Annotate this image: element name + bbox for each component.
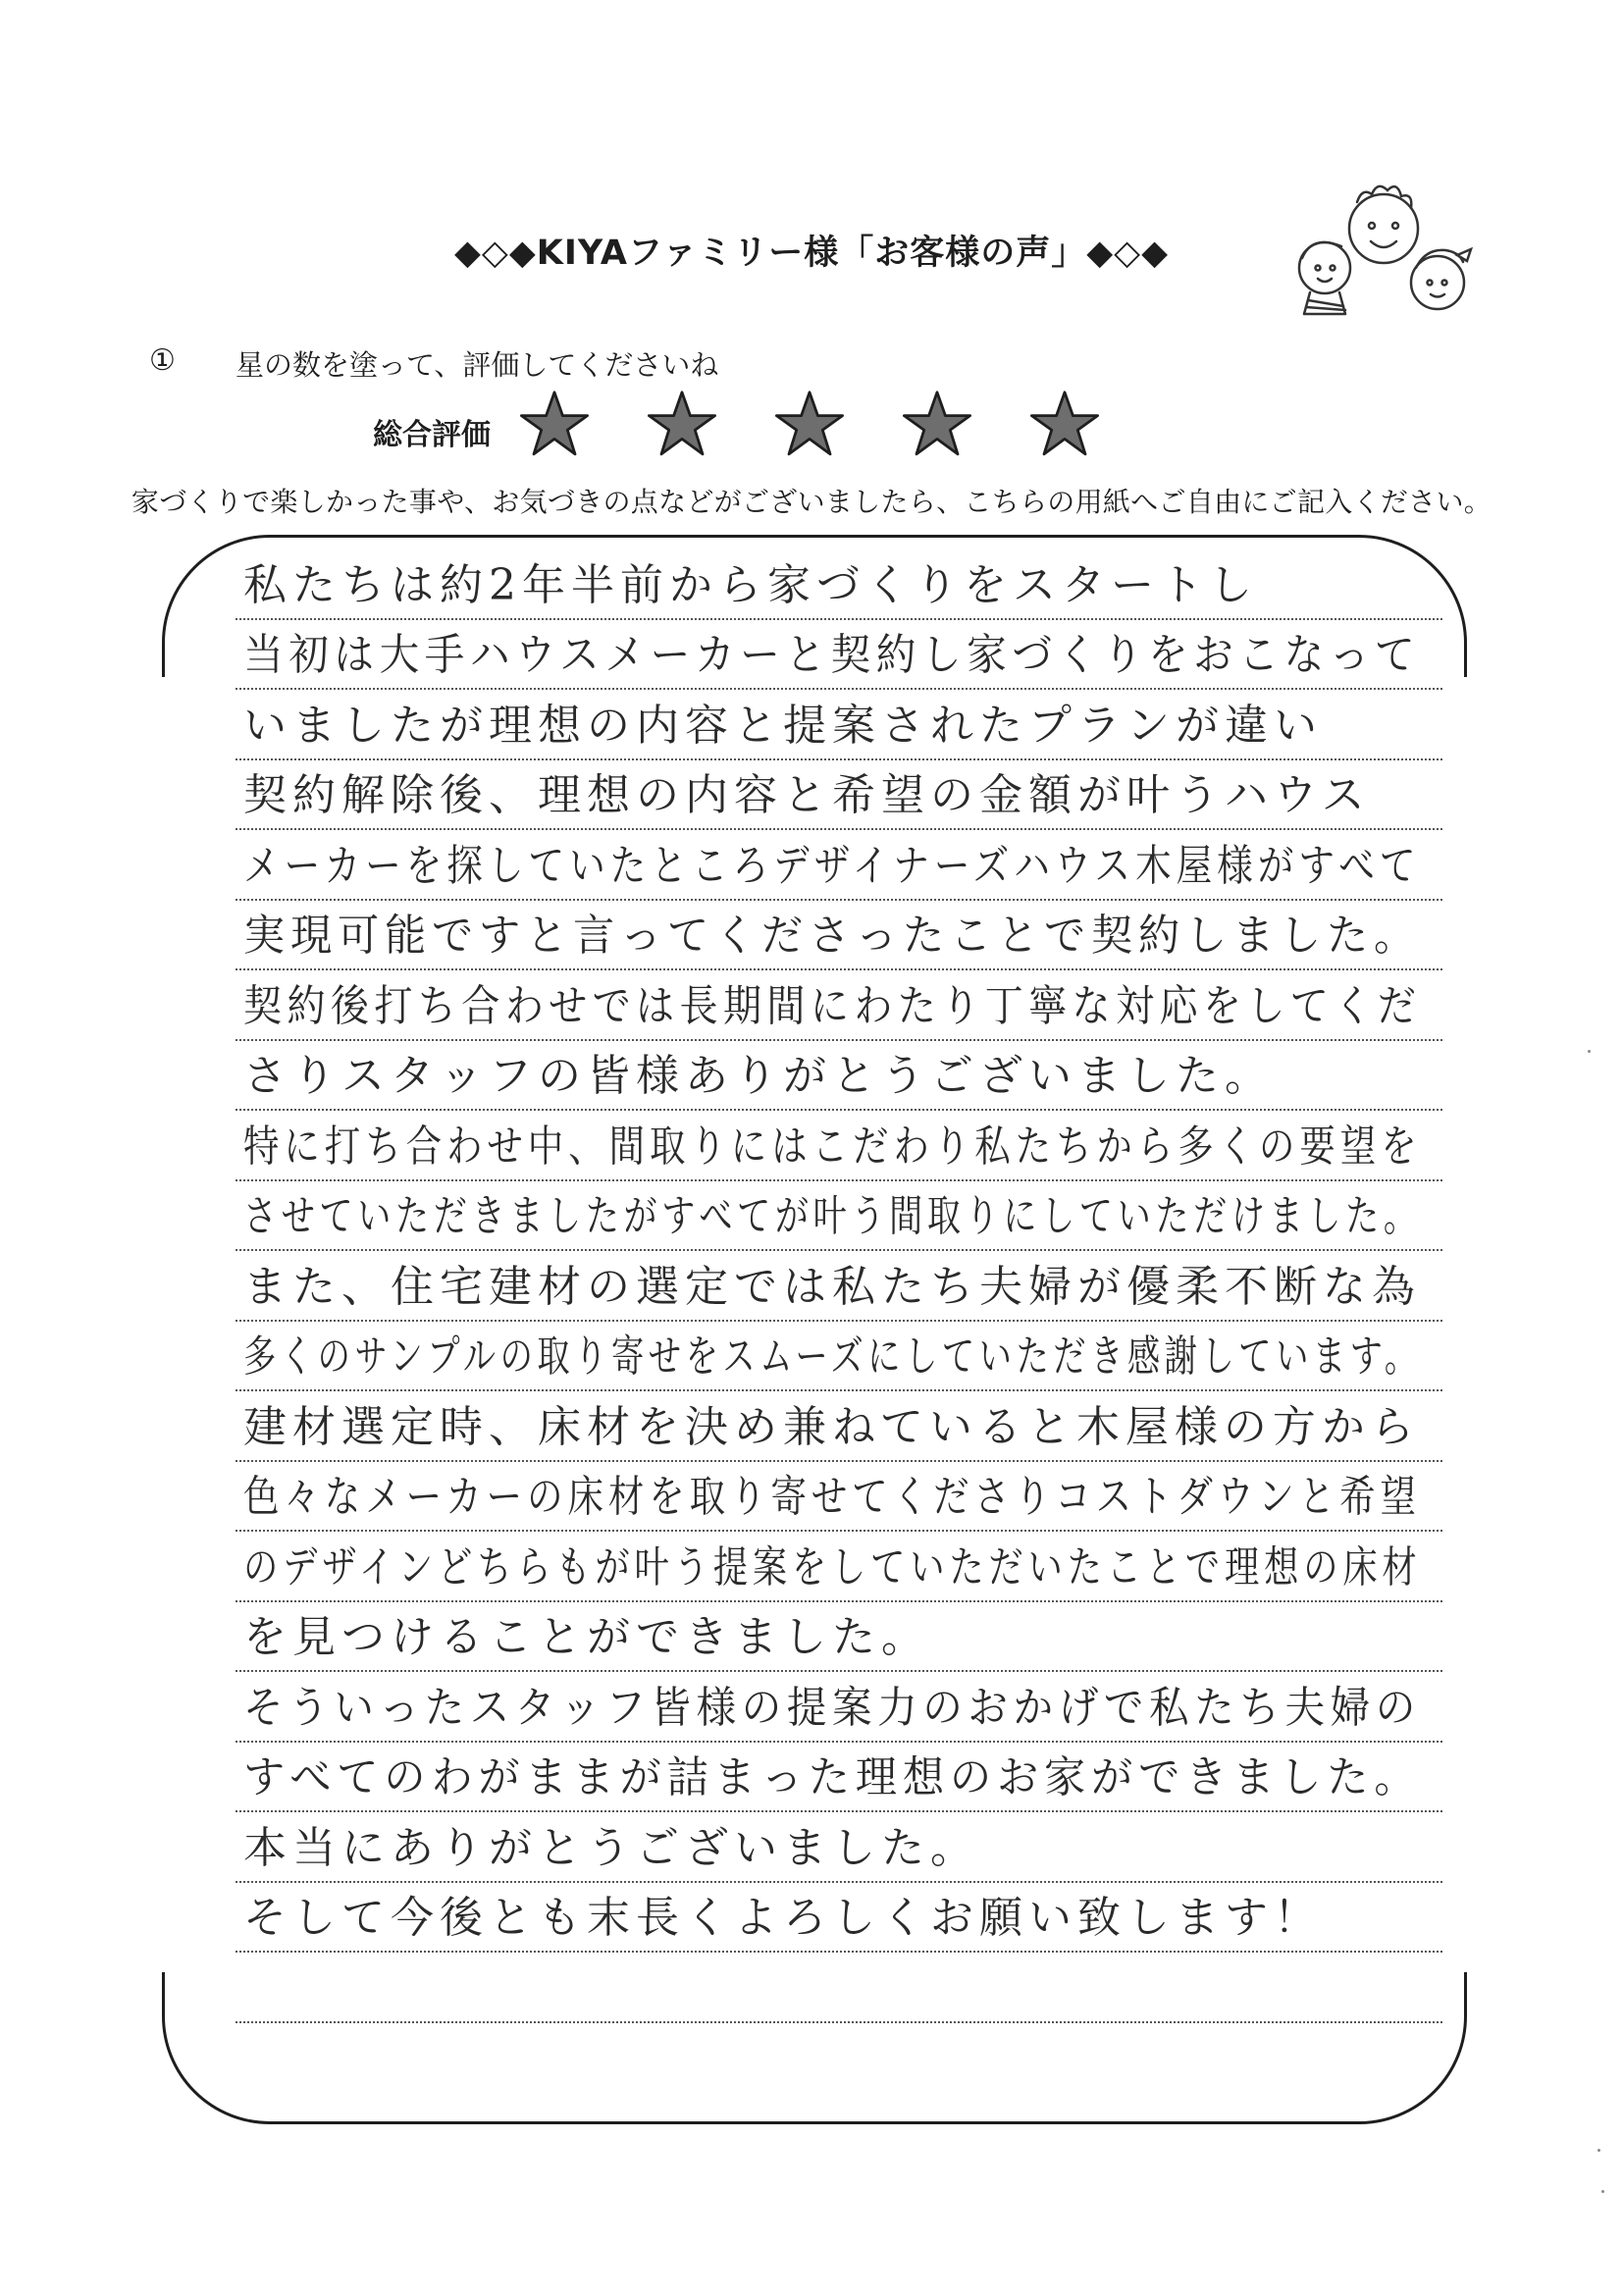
handwritten-line: すべてのわがままが詰まった理想のお家ができました。 bbox=[243, 1752, 1422, 1802]
handwritten-line: さりスタッフの皆様ありがとうございました。 bbox=[243, 1051, 1274, 1101]
instructions-text: 家づくりで楽しかった事や、お気づきの点などがございましたら、こちらの用紙へご自由にご記入ください。 bbox=[131, 486, 1492, 518]
handwritten-line: 特に打ち合わせ中、間取りにはこだわり私たちから多くの要望を bbox=[243, 1121, 1422, 1172]
scan-speck bbox=[1601, 2190, 1604, 2193]
ruled-line bbox=[236, 1181, 1442, 1252]
handwritten-line: そういったスタッフ皆様の提案力のおかげで私たち夫婦の bbox=[243, 1682, 1421, 1733]
scan-speck bbox=[1588, 1050, 1591, 1053]
handwritten-line: メーカーを探していたところデザイナーズハウス木屋様がすべて bbox=[243, 840, 1421, 891]
handwritten-line: いましたが理想の内容と提案されたプランが違い bbox=[243, 700, 1323, 751]
handwritten-line: 本当にありがとうございました。 bbox=[243, 1822, 979, 1873]
ruled-line bbox=[236, 1251, 1442, 1322]
ruled-line bbox=[236, 1041, 1442, 1112]
ruled-line bbox=[236, 690, 1442, 760]
family-faces-icon bbox=[1281, 175, 1487, 322]
star-icon bbox=[903, 390, 971, 458]
ruled-line bbox=[236, 830, 1442, 901]
star-icon bbox=[775, 390, 844, 458]
handwritten-line: のデザインどちらもが叶う提案をしていただいたことで理想の床材 bbox=[243, 1541, 1422, 1592]
star-icon bbox=[1030, 390, 1099, 458]
question-number: ① bbox=[149, 343, 176, 378]
ruled-line bbox=[236, 1743, 1442, 1813]
ruled-line bbox=[236, 1111, 1442, 1181]
ruled-line bbox=[236, 1322, 1442, 1392]
handwritten-line: 実現可能ですと言ってくださったことで契約しました。 bbox=[243, 911, 1421, 961]
ruled-line bbox=[236, 1812, 1442, 1883]
ruled-line bbox=[236, 1672, 1442, 1743]
ruled-line bbox=[236, 760, 1442, 831]
handwritten-line: 建材選定時、床材を決め兼ねていると木屋様の方から bbox=[243, 1401, 1420, 1452]
scan-speck bbox=[1597, 2149, 1600, 2152]
handwritten-line: 契約解除後、理想の内容と希望の金額が叶うハウス bbox=[243, 770, 1371, 820]
handwritten-line: 当初は大手ハウスメーカーと契約し家づくりをおこなって bbox=[243, 630, 1421, 680]
handwritten-line: させていただきましたがすべてが叶う間取りにしていただけました。 bbox=[243, 1191, 1422, 1241]
ruled-line bbox=[236, 901, 1442, 971]
ruled-line bbox=[236, 1391, 1442, 1462]
question-text: 星の数を塗って、評価してくださいね bbox=[236, 348, 719, 382]
frame-gap-left bbox=[157, 677, 167, 1972]
ruled-line bbox=[236, 1532, 1442, 1602]
ruled-line bbox=[236, 1462, 1442, 1533]
handwritten-comment-area bbox=[236, 549, 1442, 2023]
ruled-line bbox=[236, 1953, 1442, 2023]
ruled-line bbox=[236, 549, 1442, 620]
handwritten-line: 契約後打ち合わせでは長期間にわたり丁寧な対応をしてくだ bbox=[243, 980, 1422, 1031]
page-title: ◆◇◆KIYAファミリー様「お客様の声」◆◇◆ bbox=[453, 234, 1170, 273]
star-rating bbox=[520, 390, 1099, 458]
star-icon bbox=[648, 390, 716, 458]
star-icon bbox=[520, 390, 589, 458]
handwritten-line: そして今後とも末長くよろしくお願い致します！ bbox=[243, 1893, 1323, 1943]
handwritten-line: を見つけることができました。 bbox=[243, 1612, 930, 1662]
ruled-line bbox=[236, 620, 1442, 691]
frame-gap-right bbox=[1462, 677, 1472, 1972]
ruled-line bbox=[236, 1602, 1442, 1673]
handwritten-line: また、住宅建材の選定では私たち夫婦が優柔不断な為 bbox=[243, 1261, 1421, 1312]
ruled-line bbox=[236, 1883, 1442, 1954]
handwritten-line: 多くのサンプルの取り寄せをスムーズにしていただき感謝しています。 bbox=[243, 1331, 1422, 1382]
ruled-line bbox=[236, 970, 1442, 1041]
overall-rating-label: 総合評価 bbox=[373, 418, 491, 452]
handwritten-line: 色々なメーカーの床材を取り寄せてくださりコストダウンと希望 bbox=[243, 1472, 1421, 1522]
handwritten-line: 私たちは約2年半前から家づくりをスタートし bbox=[243, 559, 1258, 610]
